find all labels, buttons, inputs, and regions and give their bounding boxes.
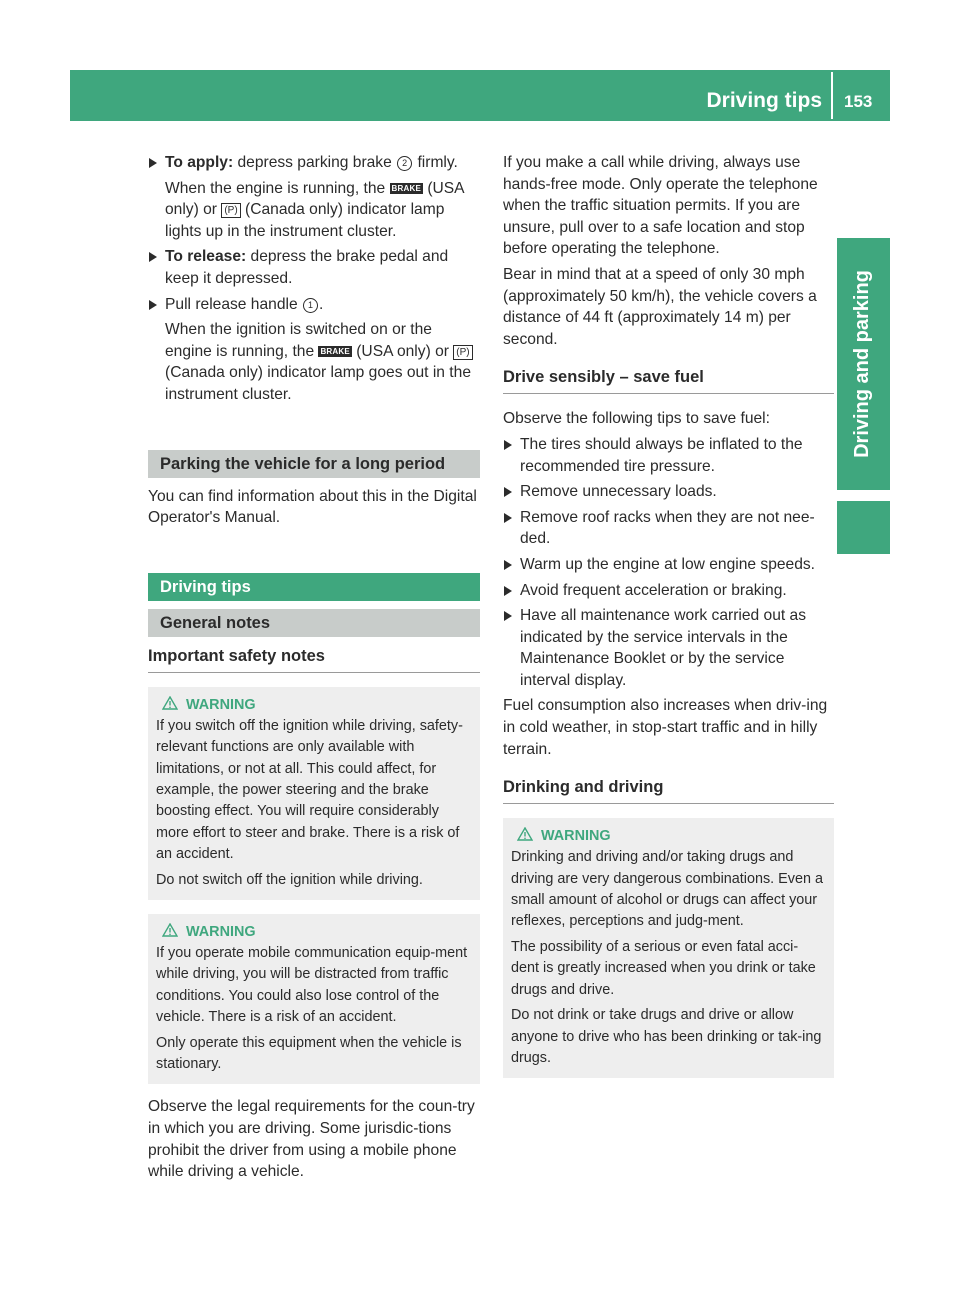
header-divider (831, 72, 833, 119)
header-title: Driving tips (706, 89, 822, 112)
result-text: (Canada only) indicator lamp lights up in the instrument cluster. (165, 201, 445, 240)
warning-header (156, 922, 472, 942)
right-column (503, 152, 834, 1078)
warning-label: WARNING (186, 923, 256, 940)
warning-text: Only operate this equipment when the vehicle is stationary. (156, 1034, 462, 1072)
step-pull-handle (148, 294, 480, 316)
warning-box-drinking (503, 818, 834, 1078)
parking-long-heading: Parking the vehicle for a long period (148, 450, 480, 478)
step-apply-text: depress parking brake (233, 154, 397, 171)
warning-text: Drinking and driving and/or taking drugs and driving are very dangerous combinations. Even a small amount of alcohol or drugs can affect your reflexes, perceptions and judg-ment. (511, 849, 823, 930)
left-column (148, 152, 480, 1187)
step-pull-result (148, 319, 480, 405)
warning-box-ignition (148, 687, 480, 900)
drive-sensibly-intro: Observe the following tips to save fuel: (503, 410, 770, 428)
chapter-tab-marker (837, 501, 890, 554)
chapter-tab-label: Driving and parking (851, 270, 874, 458)
legal-text: Observe the legal requirements for the coun-try in which you are driving. Some jurisdic-tions prohibit the driver from using a mobile phone while driving a vehicle. (148, 1098, 475, 1181)
result-text: When the engine is running, the (165, 179, 390, 197)
brake-lamp-icon: BRAKE (320, 346, 350, 356)
parking-brake-lamp-icon: (P) (221, 203, 240, 218)
section-title: Driving tips (148, 573, 480, 601)
drive-sensibly-heading: Drive sensibly – save fuel (503, 366, 834, 394)
step-apply-text2: firmly. (413, 154, 458, 171)
callout-1-icon: 1 (303, 298, 318, 313)
step-apply-label: To apply: (165, 154, 234, 171)
warning-header (511, 826, 826, 846)
step-pull-text2: . (318, 295, 324, 313)
parking-brake-lamp-icon: (P) (453, 345, 472, 360)
step-apply (148, 152, 480, 174)
drinking-heading: Drinking and driving (503, 776, 834, 804)
result-text: (USA only) or (165, 179, 464, 219)
warning-text: If you switch off the ignition while driving, safety-relevant functions are only available with limitations, or not at all. This could affect, for example, the power steering and the brake boosting effect. You will require considerably more effort to steer and brake. There is a risk of an accident. (156, 717, 463, 863)
drive-sensibly-outro: Fuel consumption also increases when driv-ing in cold weather, in stop-start traffic and in hilly terrain. (503, 697, 828, 758)
step-apply-result (148, 178, 480, 243)
fuel-tip: Remove roof racks when they are not nee-ded. (503, 507, 834, 550)
important-safety-heading: Important safety notes (148, 645, 480, 673)
step-release (148, 246, 480, 289)
fuel-tip: Remove unnecessary loads. (503, 481, 834, 503)
warning-triangle-icon (162, 923, 178, 937)
step-release-text: depress the brake pedal and keep it depressed. (165, 248, 449, 287)
result-text: (USA only) or (351, 342, 454, 360)
warning-triangle-icon (517, 827, 533, 841)
parking-long-text: You can find information about this in the Digital Operator's Manual. (148, 487, 477, 527)
warning-triangle-icon (162, 696, 178, 710)
page-number: 153 (844, 92, 873, 111)
phone-paragraph-1: If you make a call while driving, always use hands-free mode. Only operate the telephone when the traffic situation permits. If you are unsure, pull over to a safe location and stop before operating the telephone. (503, 154, 818, 258)
warning-text: Do not switch off the ignition while driving. (156, 871, 423, 888)
result-text: When the ignition is switched on or the engine is running, the (165, 321, 432, 360)
warning-text: The possibility of a serious or even fatal acci-dent is greatly increased when you drink or take drugs and drive. (511, 938, 816, 998)
general-notes-heading: General notes (148, 609, 480, 637)
brake-lamp-icon: BRAKE (391, 183, 421, 193)
warning-text: If you operate mobile communication equip-ment while driving, you will be distracted from traffic conditions. You could also lose control of the vehicle. There is a risk of an accident. (156, 944, 468, 1026)
fuel-tip: Warm up the engine at low engine speeds. (503, 554, 834, 576)
warning-label: WARNING (186, 696, 256, 713)
phone-paragraph-2: Bear in mind that at a speed of only 30 mph (approximately 50 km/h), the vehicle covers a distance of 44 ft (approximately 14 m) per second. (503, 265, 817, 348)
warning-box-mobile (148, 914, 480, 1084)
warning-label: WARNING (541, 828, 611, 845)
callout-2-icon: 2 (397, 156, 412, 171)
warning-text: Do not drink or take drugs and drive or allow anyone to drive who has been drinking or tak-ing drugs. (511, 1007, 822, 1066)
step-pull-text: Pull release handle (165, 295, 302, 313)
step-release-label: To release: (165, 248, 247, 266)
fuel-tip: The tires should always be inflated to the recommended tire pressure. (503, 434, 834, 477)
fuel-tip: Have all maintenance work carried out as indicated by the service intervals in the Maintenance Booklet or by the service interval display. (503, 605, 834, 691)
warning-header (156, 695, 472, 715)
result-text: (Canada only) indicator lamp goes out in the instrument cluster. (165, 364, 471, 403)
fuel-tip: Avoid frequent acceleration or braking. (503, 580, 834, 602)
